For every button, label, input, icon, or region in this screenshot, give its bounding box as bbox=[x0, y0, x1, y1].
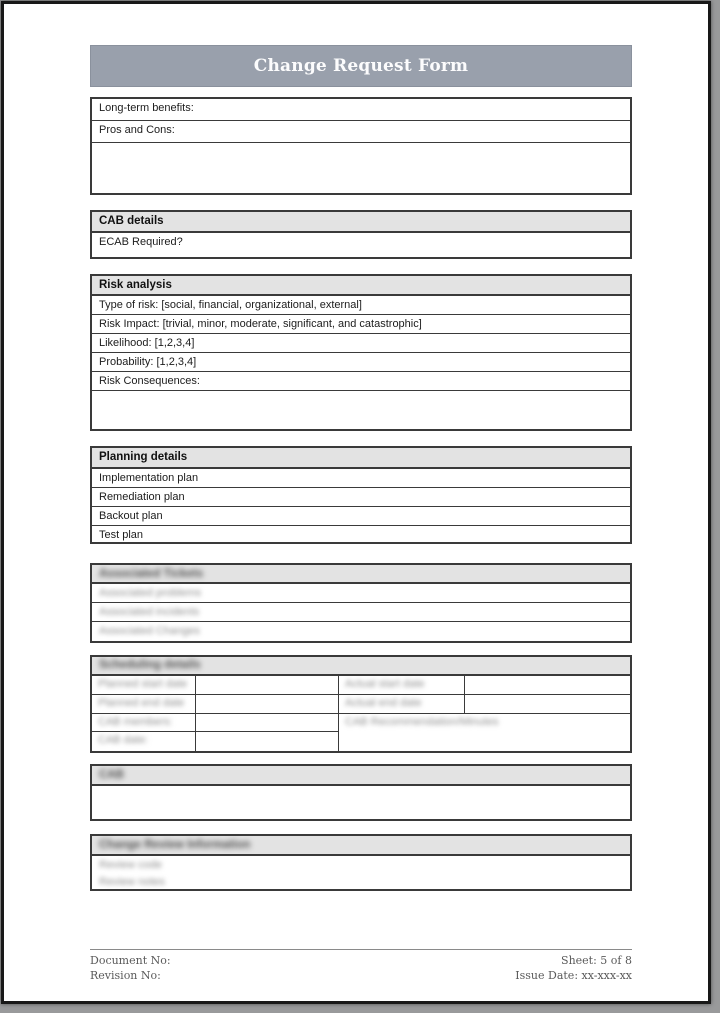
ecab-required-row: ECAB Required? bbox=[99, 236, 183, 248]
review-section-header-redacted: Change Review Information bbox=[92, 836, 630, 856]
test-plan-row: Test plan bbox=[99, 529, 144, 541]
likelihood-row: Likelihood: [1,2,3,4] bbox=[92, 334, 630, 353]
planning-details-header: Planning details bbox=[92, 448, 630, 469]
review-row-redacted: Review code bbox=[99, 859, 162, 871]
review-row-redacted: Review notes bbox=[99, 876, 166, 888]
associated-row-redacted: Associated incidents bbox=[92, 603, 630, 622]
benefits-box bbox=[90, 97, 632, 195]
sched-value-cell bbox=[196, 732, 339, 751]
long-term-benefits-row: Long-term benefits: bbox=[92, 99, 630, 121]
cab-details-section bbox=[90, 210, 632, 259]
probability-row: Probability: [1,2,3,4] bbox=[92, 353, 630, 372]
backout-plan-row: Backout plan bbox=[92, 507, 630, 526]
sched-label-cell-redacted: CAB members: bbox=[92, 714, 196, 732]
footer-issue-date: Issue Date: xx-xxx-xx bbox=[515, 969, 632, 982]
associated-tickets-section-redacted bbox=[90, 563, 632, 643]
sched-label-cell-redacted: CAB date: bbox=[92, 732, 196, 751]
associated-tickets-header-redacted: Associated Tickets bbox=[92, 565, 630, 584]
document-page bbox=[1, 1, 711, 1004]
sched-label-cell-redacted: Actual end date bbox=[339, 695, 465, 714]
footer-sheet: Sheet: 5 of 8 bbox=[561, 954, 632, 967]
benefits-input-area bbox=[92, 143, 630, 193]
cab-section-input-area bbox=[92, 786, 630, 819]
sched-value-cell bbox=[465, 695, 630, 714]
form-title-bar bbox=[90, 45, 632, 87]
risk-analysis-header: Risk analysis bbox=[92, 276, 630, 296]
scheduling-header-redacted: Scheduling details bbox=[92, 657, 630, 676]
scheduling-table-redacted bbox=[90, 655, 632, 753]
risk-analysis-section bbox=[90, 274, 632, 431]
sched-label-cell-redacted: Planned start date bbox=[92, 676, 196, 695]
cab-details-header: CAB details bbox=[92, 212, 630, 233]
remediation-plan-row: Remediation plan bbox=[92, 488, 630, 507]
cab-section-redacted bbox=[90, 764, 632, 821]
associated-row-redacted: Associated problems bbox=[92, 584, 630, 603]
footer-document-no: Document No: bbox=[90, 954, 171, 967]
sched-value-cell bbox=[465, 676, 630, 695]
type-of-risk-row: Type of risk: [social, financial, organizational, external] bbox=[92, 296, 630, 315]
sched-value-cell bbox=[196, 695, 339, 714]
sched-value-cell bbox=[196, 714, 339, 732]
sched-merged-cell-redacted: CAB Recommendation/Minutes bbox=[345, 716, 499, 728]
review-section-redacted bbox=[90, 834, 632, 891]
sched-value-cell bbox=[196, 676, 339, 695]
pros-and-cons-row: Pros and Cons: bbox=[92, 121, 630, 143]
cab-section-header-redacted: CAB bbox=[92, 766, 630, 786]
sched-label-cell-redacted: Actual start date bbox=[339, 676, 465, 695]
page-footer bbox=[90, 949, 632, 983]
page-title: Change Request Form bbox=[253, 56, 469, 76]
risk-consequences-input-area bbox=[92, 391, 630, 429]
footer-revision-no: Revision No: bbox=[90, 969, 161, 982]
sched-label-cell-redacted: Planned end date bbox=[92, 695, 196, 714]
risk-consequences-row: Risk Consequences: bbox=[92, 372, 630, 391]
risk-impact-row: Risk Impact: [trivial, minor, moderate, significant, and catastrophic] bbox=[92, 315, 630, 334]
associated-row-redacted: Associated Changes bbox=[99, 625, 200, 637]
implementation-plan-row: Implementation plan bbox=[92, 469, 630, 488]
planning-details-section bbox=[90, 446, 632, 544]
